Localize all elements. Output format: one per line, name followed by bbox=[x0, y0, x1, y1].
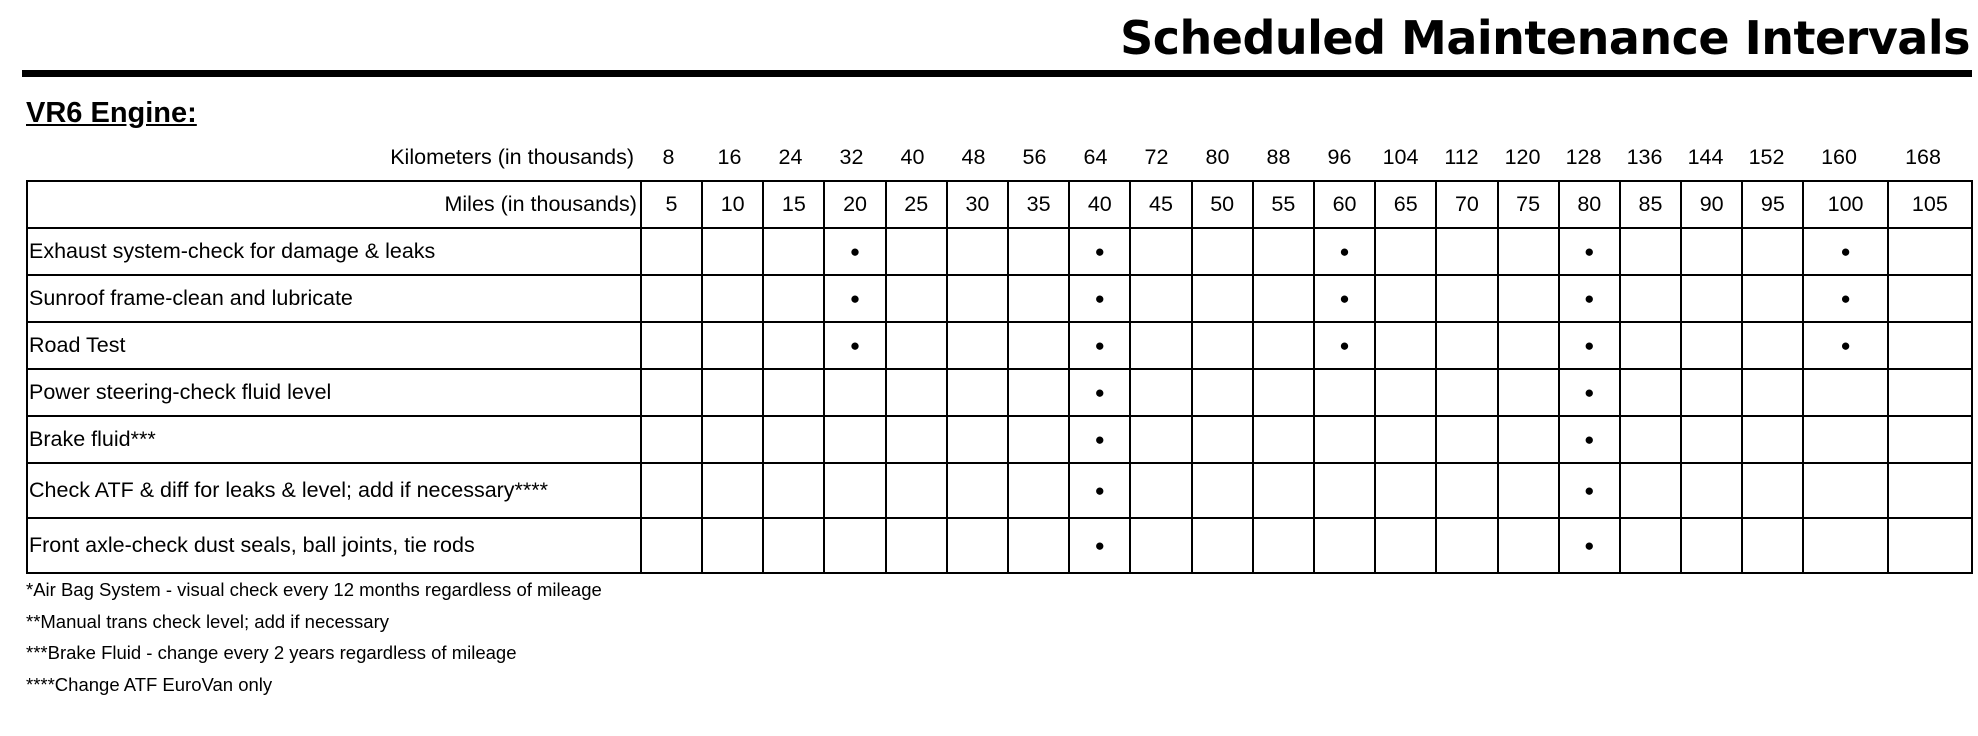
empty-cell bbox=[1008, 369, 1069, 416]
empty-cell bbox=[641, 322, 702, 369]
empty-cell bbox=[1742, 369, 1803, 416]
check-bullet: ● bbox=[1069, 416, 1130, 463]
empty-cell bbox=[1888, 275, 1972, 322]
miles-value: 95 bbox=[1742, 181, 1803, 228]
empty-cell bbox=[1888, 518, 1972, 573]
empty-cell bbox=[1375, 275, 1436, 322]
empty-cell bbox=[1192, 322, 1253, 369]
empty-cell bbox=[1681, 518, 1742, 573]
check-bullet: ● bbox=[1559, 369, 1620, 416]
kilometers-value: 136 bbox=[1626, 145, 1663, 169]
empty-cell bbox=[1314, 463, 1375, 518]
service-label: Check ATF & diff for leaks & level; add if necessary**** bbox=[27, 463, 641, 518]
empty-cell bbox=[702, 275, 763, 322]
check-bullet: ● bbox=[1559, 416, 1620, 463]
empty-cell bbox=[1192, 463, 1253, 518]
miles-value: 15 bbox=[763, 181, 824, 228]
empty-cell bbox=[1681, 416, 1742, 463]
empty-cell bbox=[1008, 275, 1069, 322]
empty-cell bbox=[763, 275, 824, 322]
kilometers-header-row bbox=[0, 140, 1978, 174]
miles-value: 25 bbox=[886, 181, 947, 228]
empty-cell bbox=[763, 416, 824, 463]
empty-cell bbox=[641, 518, 702, 573]
empty-cell bbox=[1436, 416, 1497, 463]
check-bullet: ● bbox=[1559, 518, 1620, 573]
empty-cell bbox=[1620, 275, 1681, 322]
empty-cell bbox=[763, 369, 824, 416]
check-bullet: ● bbox=[1069, 228, 1130, 275]
empty-cell bbox=[824, 369, 885, 416]
empty-cell bbox=[1436, 518, 1497, 573]
miles-label: Miles (in thousands) bbox=[27, 181, 641, 228]
empty-cell bbox=[1375, 518, 1436, 573]
empty-cell bbox=[947, 463, 1008, 518]
empty-cell bbox=[1436, 322, 1497, 369]
miles-value: 90 bbox=[1681, 181, 1742, 228]
empty-cell bbox=[1130, 518, 1191, 573]
check-bullet: ● bbox=[824, 228, 885, 275]
service-label: Front axle-check dust seals, ball joints, tie rods bbox=[27, 518, 641, 573]
service-label: Road Test bbox=[27, 322, 641, 369]
empty-cell bbox=[763, 463, 824, 518]
kilometers-value: 160 bbox=[1821, 145, 1857, 169]
kilometers-value: 96 bbox=[1327, 145, 1352, 169]
empty-cell bbox=[886, 518, 947, 573]
empty-cell bbox=[641, 228, 702, 275]
empty-cell bbox=[886, 322, 947, 369]
check-bullet: ● bbox=[824, 275, 885, 322]
empty-cell bbox=[1742, 416, 1803, 463]
empty-cell bbox=[1620, 416, 1681, 463]
miles-value: 80 bbox=[1559, 181, 1620, 228]
table-row bbox=[27, 369, 1972, 416]
service-label: Exhaust system-check for damage & leaks bbox=[27, 228, 641, 275]
empty-cell bbox=[947, 322, 1008, 369]
empty-cell bbox=[1436, 369, 1497, 416]
empty-cell bbox=[1436, 228, 1497, 275]
empty-cell bbox=[886, 369, 947, 416]
kilometers-value: 48 bbox=[961, 145, 986, 169]
empty-cell bbox=[886, 228, 947, 275]
empty-cell bbox=[1130, 228, 1191, 275]
table-row bbox=[27, 463, 1972, 518]
empty-cell bbox=[1888, 369, 1972, 416]
empty-cell bbox=[1008, 322, 1069, 369]
empty-cell bbox=[1375, 369, 1436, 416]
check-bullet: ● bbox=[1803, 275, 1887, 322]
footnote: ****Change ATF EuroVan only bbox=[26, 673, 273, 695]
empty-cell bbox=[1253, 463, 1314, 518]
empty-cell bbox=[1130, 463, 1191, 518]
empty-cell bbox=[1888, 416, 1972, 463]
table-row bbox=[27, 275, 1972, 322]
service-label: Brake fluid*** bbox=[27, 416, 641, 463]
empty-cell bbox=[641, 463, 702, 518]
empty-cell bbox=[1620, 369, 1681, 416]
empty-cell bbox=[641, 369, 702, 416]
service-label: Power steering-check fluid level bbox=[27, 369, 641, 416]
empty-cell bbox=[763, 518, 824, 573]
empty-cell bbox=[886, 416, 947, 463]
section-heading: VR6 Engine: bbox=[26, 97, 197, 129]
miles-value: 65 bbox=[1375, 181, 1436, 228]
empty-cell bbox=[1130, 369, 1191, 416]
empty-cell bbox=[1253, 228, 1314, 275]
empty-cell bbox=[1192, 518, 1253, 573]
empty-cell bbox=[1375, 228, 1436, 275]
check-bullet: ● bbox=[1803, 322, 1887, 369]
miles-value: 30 bbox=[947, 181, 1008, 228]
empty-cell bbox=[702, 369, 763, 416]
kilometers-value: 32 bbox=[839, 145, 864, 169]
empty-cell bbox=[1620, 518, 1681, 573]
kilometers-value: 8 bbox=[662, 145, 675, 169]
kilometers-value: 56 bbox=[1022, 145, 1047, 169]
kilometers-value: 88 bbox=[1266, 145, 1291, 169]
miles-value: 85 bbox=[1620, 181, 1681, 228]
kilometers-value: 80 bbox=[1205, 145, 1230, 169]
empty-cell bbox=[1620, 322, 1681, 369]
empty-cell bbox=[1681, 369, 1742, 416]
kilometers-value: 168 bbox=[1905, 145, 1941, 169]
empty-cell bbox=[1888, 463, 1972, 518]
empty-cell bbox=[1888, 228, 1972, 275]
empty-cell bbox=[1253, 322, 1314, 369]
miles-header-row bbox=[27, 181, 1972, 228]
footnote: **Manual trans check level; add if necessary bbox=[26, 610, 389, 632]
check-bullet: ● bbox=[1069, 463, 1130, 518]
empty-cell bbox=[1192, 416, 1253, 463]
check-bullet: ● bbox=[1069, 275, 1130, 322]
check-bullet: ● bbox=[1803, 228, 1887, 275]
check-bullet: ● bbox=[1314, 228, 1375, 275]
empty-cell bbox=[1742, 463, 1803, 518]
empty-cell bbox=[1130, 416, 1191, 463]
table-row bbox=[27, 228, 1972, 275]
kilometers-value: 24 bbox=[778, 145, 803, 169]
empty-cell bbox=[1742, 322, 1803, 369]
miles-value: 40 bbox=[1069, 181, 1130, 228]
empty-cell bbox=[824, 518, 885, 573]
kilometers-value: 104 bbox=[1382, 145, 1419, 169]
miles-value: 10 bbox=[702, 181, 763, 228]
check-bullet: ● bbox=[1069, 518, 1130, 573]
check-bullet: ● bbox=[1314, 322, 1375, 369]
miles-value: 5 bbox=[641, 181, 702, 228]
empty-cell bbox=[1314, 518, 1375, 573]
empty-cell bbox=[1498, 416, 1559, 463]
table-row bbox=[27, 416, 1972, 463]
empty-cell bbox=[1498, 322, 1559, 369]
empty-cell bbox=[947, 416, 1008, 463]
empty-cell bbox=[1436, 275, 1497, 322]
page-title: Scheduled Maintenance Intervals bbox=[1120, 11, 1970, 65]
check-bullet: ● bbox=[1559, 275, 1620, 322]
check-bullet: ● bbox=[1069, 369, 1130, 416]
empty-cell bbox=[1375, 416, 1436, 463]
empty-cell bbox=[1681, 275, 1742, 322]
empty-cell bbox=[947, 228, 1008, 275]
miles-value: 105 bbox=[1888, 181, 1972, 228]
empty-cell bbox=[1253, 369, 1314, 416]
empty-cell bbox=[763, 228, 824, 275]
empty-cell bbox=[824, 416, 885, 463]
kilometers-value: 128 bbox=[1565, 145, 1602, 169]
empty-cell bbox=[1620, 463, 1681, 518]
check-bullet: ● bbox=[1069, 322, 1130, 369]
kilometers-value: 144 bbox=[1687, 145, 1724, 169]
empty-cell bbox=[1681, 228, 1742, 275]
empty-cell bbox=[886, 275, 947, 322]
miles-value: 20 bbox=[824, 181, 885, 228]
table-row bbox=[27, 322, 1972, 369]
miles-value: 35 bbox=[1008, 181, 1069, 228]
empty-cell bbox=[702, 518, 763, 573]
empty-cell bbox=[1498, 228, 1559, 275]
empty-cell bbox=[1375, 322, 1436, 369]
table-row bbox=[27, 518, 1972, 573]
empty-cell bbox=[947, 518, 1008, 573]
empty-cell bbox=[1803, 416, 1887, 463]
empty-cell bbox=[1742, 275, 1803, 322]
check-bullet: ● bbox=[824, 322, 885, 369]
kilometers-value: 152 bbox=[1748, 145, 1785, 169]
empty-cell bbox=[702, 463, 763, 518]
empty-cell bbox=[702, 228, 763, 275]
empty-cell bbox=[824, 463, 885, 518]
empty-cell bbox=[1498, 518, 1559, 573]
empty-cell bbox=[1681, 463, 1742, 518]
empty-cell bbox=[1436, 463, 1497, 518]
kilometers-value: 72 bbox=[1144, 145, 1169, 169]
check-bullet: ● bbox=[1559, 228, 1620, 275]
empty-cell bbox=[1130, 322, 1191, 369]
empty-cell bbox=[1253, 518, 1314, 573]
title-rule bbox=[22, 70, 1972, 77]
empty-cell bbox=[886, 463, 947, 518]
miles-value: 70 bbox=[1436, 181, 1497, 228]
miles-value: 50 bbox=[1192, 181, 1253, 228]
miles-value: 45 bbox=[1130, 181, 1191, 228]
empty-cell bbox=[702, 322, 763, 369]
empty-cell bbox=[1008, 416, 1069, 463]
empty-cell bbox=[1192, 228, 1253, 275]
empty-cell bbox=[1498, 369, 1559, 416]
empty-cell bbox=[1314, 416, 1375, 463]
service-label: Sunroof frame-clean and lubricate bbox=[27, 275, 641, 322]
empty-cell bbox=[1803, 518, 1887, 573]
kilometers-value: 16 bbox=[717, 145, 742, 169]
empty-cell bbox=[1314, 369, 1375, 416]
check-bullet: ● bbox=[1314, 275, 1375, 322]
empty-cell bbox=[641, 416, 702, 463]
miles-value: 60 bbox=[1314, 181, 1375, 228]
footnote: ***Brake Fluid - change every 2 years regardless of mileage bbox=[26, 642, 517, 663]
empty-cell bbox=[1375, 463, 1436, 518]
empty-cell bbox=[947, 275, 1008, 322]
empty-cell bbox=[1192, 369, 1253, 416]
footnote: *Air Bag System - visual check every 12 months regardless of mileage bbox=[26, 579, 602, 600]
empty-cell bbox=[1888, 322, 1972, 369]
empty-cell bbox=[1498, 463, 1559, 518]
empty-cell bbox=[1498, 275, 1559, 322]
kilometers-value: 120 bbox=[1504, 145, 1541, 169]
kilometers-label: Kilometers (in thousands) bbox=[390, 145, 634, 169]
miles-value: 100 bbox=[1803, 181, 1887, 228]
empty-cell bbox=[1803, 369, 1887, 416]
check-bullet: ● bbox=[1559, 463, 1620, 518]
check-bullet: ● bbox=[1559, 322, 1620, 369]
kilometers-value: 40 bbox=[900, 145, 925, 169]
empty-cell bbox=[947, 369, 1008, 416]
empty-cell bbox=[1803, 463, 1887, 518]
empty-cell bbox=[1253, 275, 1314, 322]
empty-cell bbox=[641, 275, 702, 322]
empty-cell bbox=[1620, 228, 1681, 275]
empty-cell bbox=[1008, 518, 1069, 573]
empty-cell bbox=[1742, 228, 1803, 275]
miles-value: 55 bbox=[1253, 181, 1314, 228]
empty-cell bbox=[1192, 275, 1253, 322]
empty-cell bbox=[1130, 275, 1191, 322]
empty-cell bbox=[1681, 322, 1742, 369]
kilometers-value: 64 bbox=[1083, 145, 1108, 169]
empty-cell bbox=[1253, 416, 1314, 463]
miles-value: 75 bbox=[1498, 181, 1559, 228]
empty-cell bbox=[1008, 463, 1069, 518]
kilometers-value: 112 bbox=[1444, 145, 1479, 169]
empty-cell bbox=[702, 416, 763, 463]
empty-cell bbox=[1742, 518, 1803, 573]
empty-cell bbox=[763, 322, 824, 369]
maintenance-schedule-table bbox=[26, 180, 1973, 574]
empty-cell bbox=[1008, 228, 1069, 275]
